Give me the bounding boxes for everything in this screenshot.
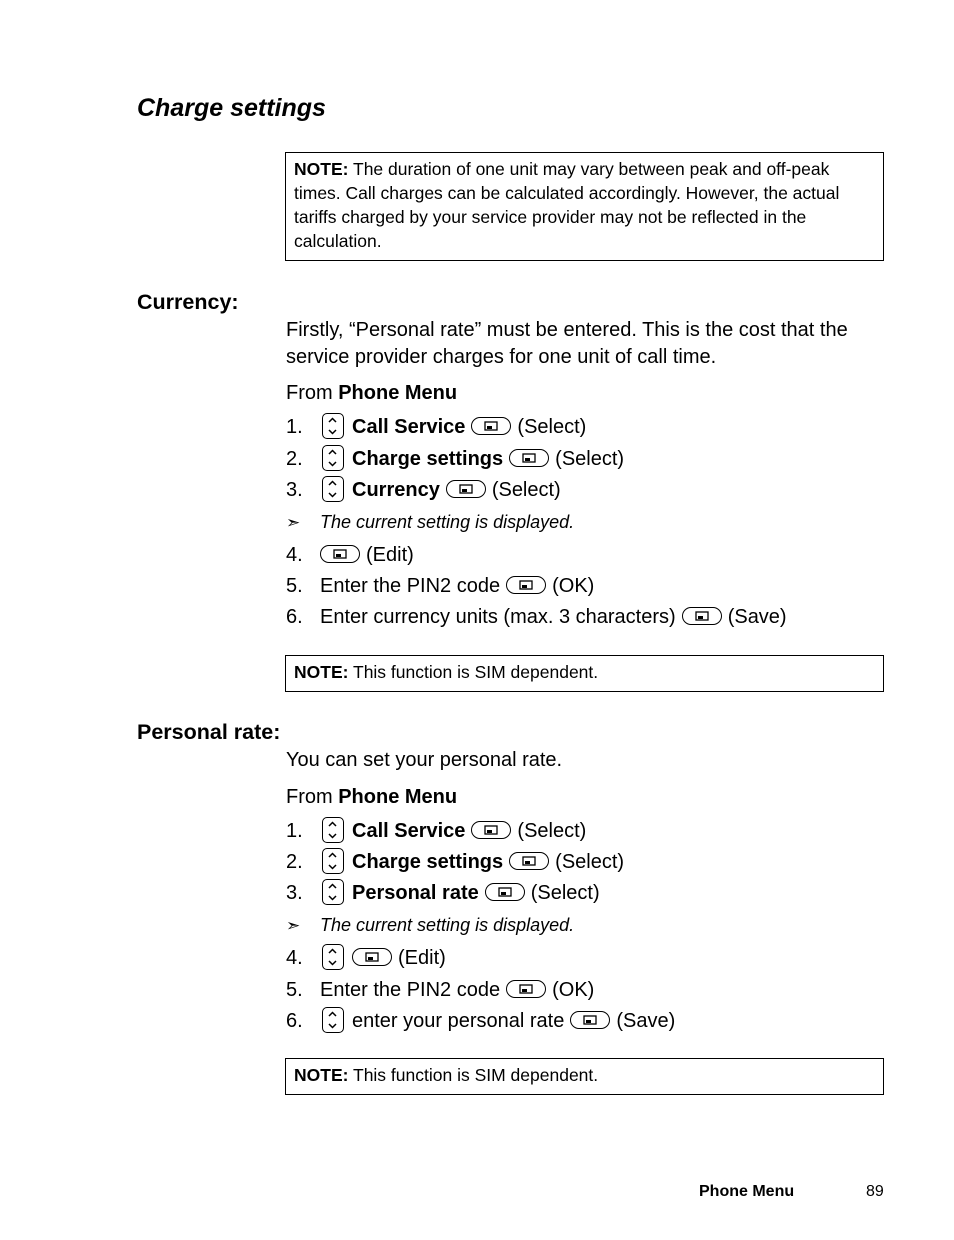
step-action: (Select)	[555, 851, 625, 873]
softkey-icon	[570, 1011, 610, 1029]
personal-rate-result-line	[286, 913, 574, 938]
step-number: 6.	[286, 1010, 303, 1032]
step-action: (Select)	[555, 448, 625, 470]
step-number: 4.	[286, 947, 303, 969]
up-down-navigation-key-icon	[322, 445, 344, 471]
softkey-icon	[471, 821, 511, 839]
up-down-navigation-key-icon	[322, 817, 344, 843]
step-number: 2.	[286, 448, 303, 470]
step-action: (Select)	[517, 820, 587, 842]
result-text: The current setting is displayed.	[320, 915, 575, 935]
personal-rate-from-line	[286, 784, 457, 810]
currency-step-1	[286, 414, 586, 441]
softkey-icon	[506, 576, 546, 594]
note-label: NOTE:	[294, 662, 349, 682]
step-number: 4.	[286, 544, 303, 566]
step-action: (Select)	[491, 479, 561, 501]
page-title: Charge settings	[137, 94, 326, 122]
personal-rate-step-3	[286, 880, 600, 907]
personal-rate-step-4	[286, 945, 446, 972]
step-number: 3.	[286, 882, 303, 904]
step-number: 1.	[286, 416, 303, 438]
note-label: NOTE:	[294, 159, 349, 179]
currency-step-3	[286, 477, 561, 504]
step-text: Enter currency units (max. 3 characters)	[320, 606, 676, 628]
step-text: Enter the PIN2 code	[320, 575, 501, 597]
result-arrow-icon: ➣	[286, 916, 301, 935]
step-number: 1.	[286, 820, 303, 842]
softkey-icon	[506, 980, 546, 998]
from-prefix: From	[286, 786, 339, 808]
currency-from-line	[286, 380, 457, 406]
up-down-navigation-key-icon	[322, 879, 344, 905]
note-label: NOTE:	[294, 1065, 349, 1085]
softkey-icon	[682, 607, 722, 625]
personal-rate-step-5	[286, 977, 594, 1003]
step-number: 5.	[286, 575, 303, 597]
step-number: 3.	[286, 479, 303, 501]
currency-step-2	[286, 446, 624, 473]
step-label: Call Service	[352, 820, 466, 842]
step-action: (Edit)	[366, 544, 414, 566]
step-text: Enter the PIN2 code	[320, 979, 501, 1001]
step-label: Currency	[352, 479, 440, 501]
personal-rate-intro: You can set your personal rate.	[286, 749, 563, 771]
step-action: (OK)	[552, 575, 595, 597]
step-action: (Edit)	[398, 947, 446, 969]
step-action: (Save)	[616, 1010, 676, 1032]
note-box-personal-rate-sim	[285, 1058, 884, 1095]
from-menu: Phone Menu	[338, 786, 458, 808]
note-text: This function is SIM dependent.	[348, 662, 599, 682]
note-text: The duration of one unit may vary between peak and off-peak times. Call charges can be calculated accordingly. However, the actual tariffs charged by your service provider may not be reflected in the calculation.	[294, 159, 840, 251]
softkey-icon	[485, 883, 525, 901]
currency-intro: Firstly, “Personal rate” must be entered. This is the cost that the service provider charges for one unit of call time.	[286, 319, 848, 368]
footer-section-label: Phone Menu	[699, 1183, 795, 1200]
softkey-icon	[446, 480, 486, 498]
softkey-icon	[509, 449, 549, 467]
note-box-currency-sim	[285, 655, 884, 692]
personal-rate-step-1	[286, 818, 586, 845]
up-down-navigation-key-icon	[322, 1007, 344, 1033]
from-menu: Phone Menu	[338, 382, 458, 404]
personal-rate-step-2	[286, 849, 624, 876]
softkey-icon	[352, 948, 392, 966]
step-label: Personal rate	[352, 882, 479, 904]
step-label: Call Service	[352, 416, 466, 438]
step-number: 5.	[286, 979, 303, 1001]
currency-step-4	[286, 542, 414, 568]
currency-step-6	[286, 604, 787, 630]
step-label: Charge settings	[352, 448, 504, 470]
personal-rate-step-6	[286, 1008, 675, 1035]
step-action: (Select)	[517, 416, 587, 438]
softkey-icon	[471, 417, 511, 435]
section-heading-personal-rate: Personal rate:	[137, 720, 281, 744]
footer-page-number: 89	[866, 1183, 884, 1200]
note-box-duration	[285, 152, 884, 261]
currency-step-5	[286, 573, 594, 599]
up-down-navigation-key-icon	[322, 476, 344, 502]
up-down-navigation-key-icon	[322, 848, 344, 874]
note-text: This function is SIM dependent.	[348, 1065, 599, 1085]
result-text: The current setting is displayed.	[320, 512, 575, 532]
step-action: (OK)	[552, 979, 595, 1001]
step-label: Charge settings	[352, 851, 504, 873]
currency-result-line	[286, 510, 574, 535]
softkey-icon	[320, 545, 360, 563]
result-arrow-icon: ➣	[286, 513, 301, 532]
step-text: enter your personal rate	[352, 1010, 565, 1032]
section-heading-currency: Currency:	[137, 290, 239, 314]
softkey-icon	[509, 852, 549, 870]
step-action: (Select)	[530, 882, 600, 904]
from-prefix: From	[286, 382, 339, 404]
up-down-navigation-key-icon	[322, 944, 344, 970]
step-number: 2.	[286, 851, 303, 873]
up-down-navigation-key-icon	[322, 413, 344, 439]
step-number: 6.	[286, 606, 303, 628]
step-action: (Save)	[727, 606, 787, 628]
